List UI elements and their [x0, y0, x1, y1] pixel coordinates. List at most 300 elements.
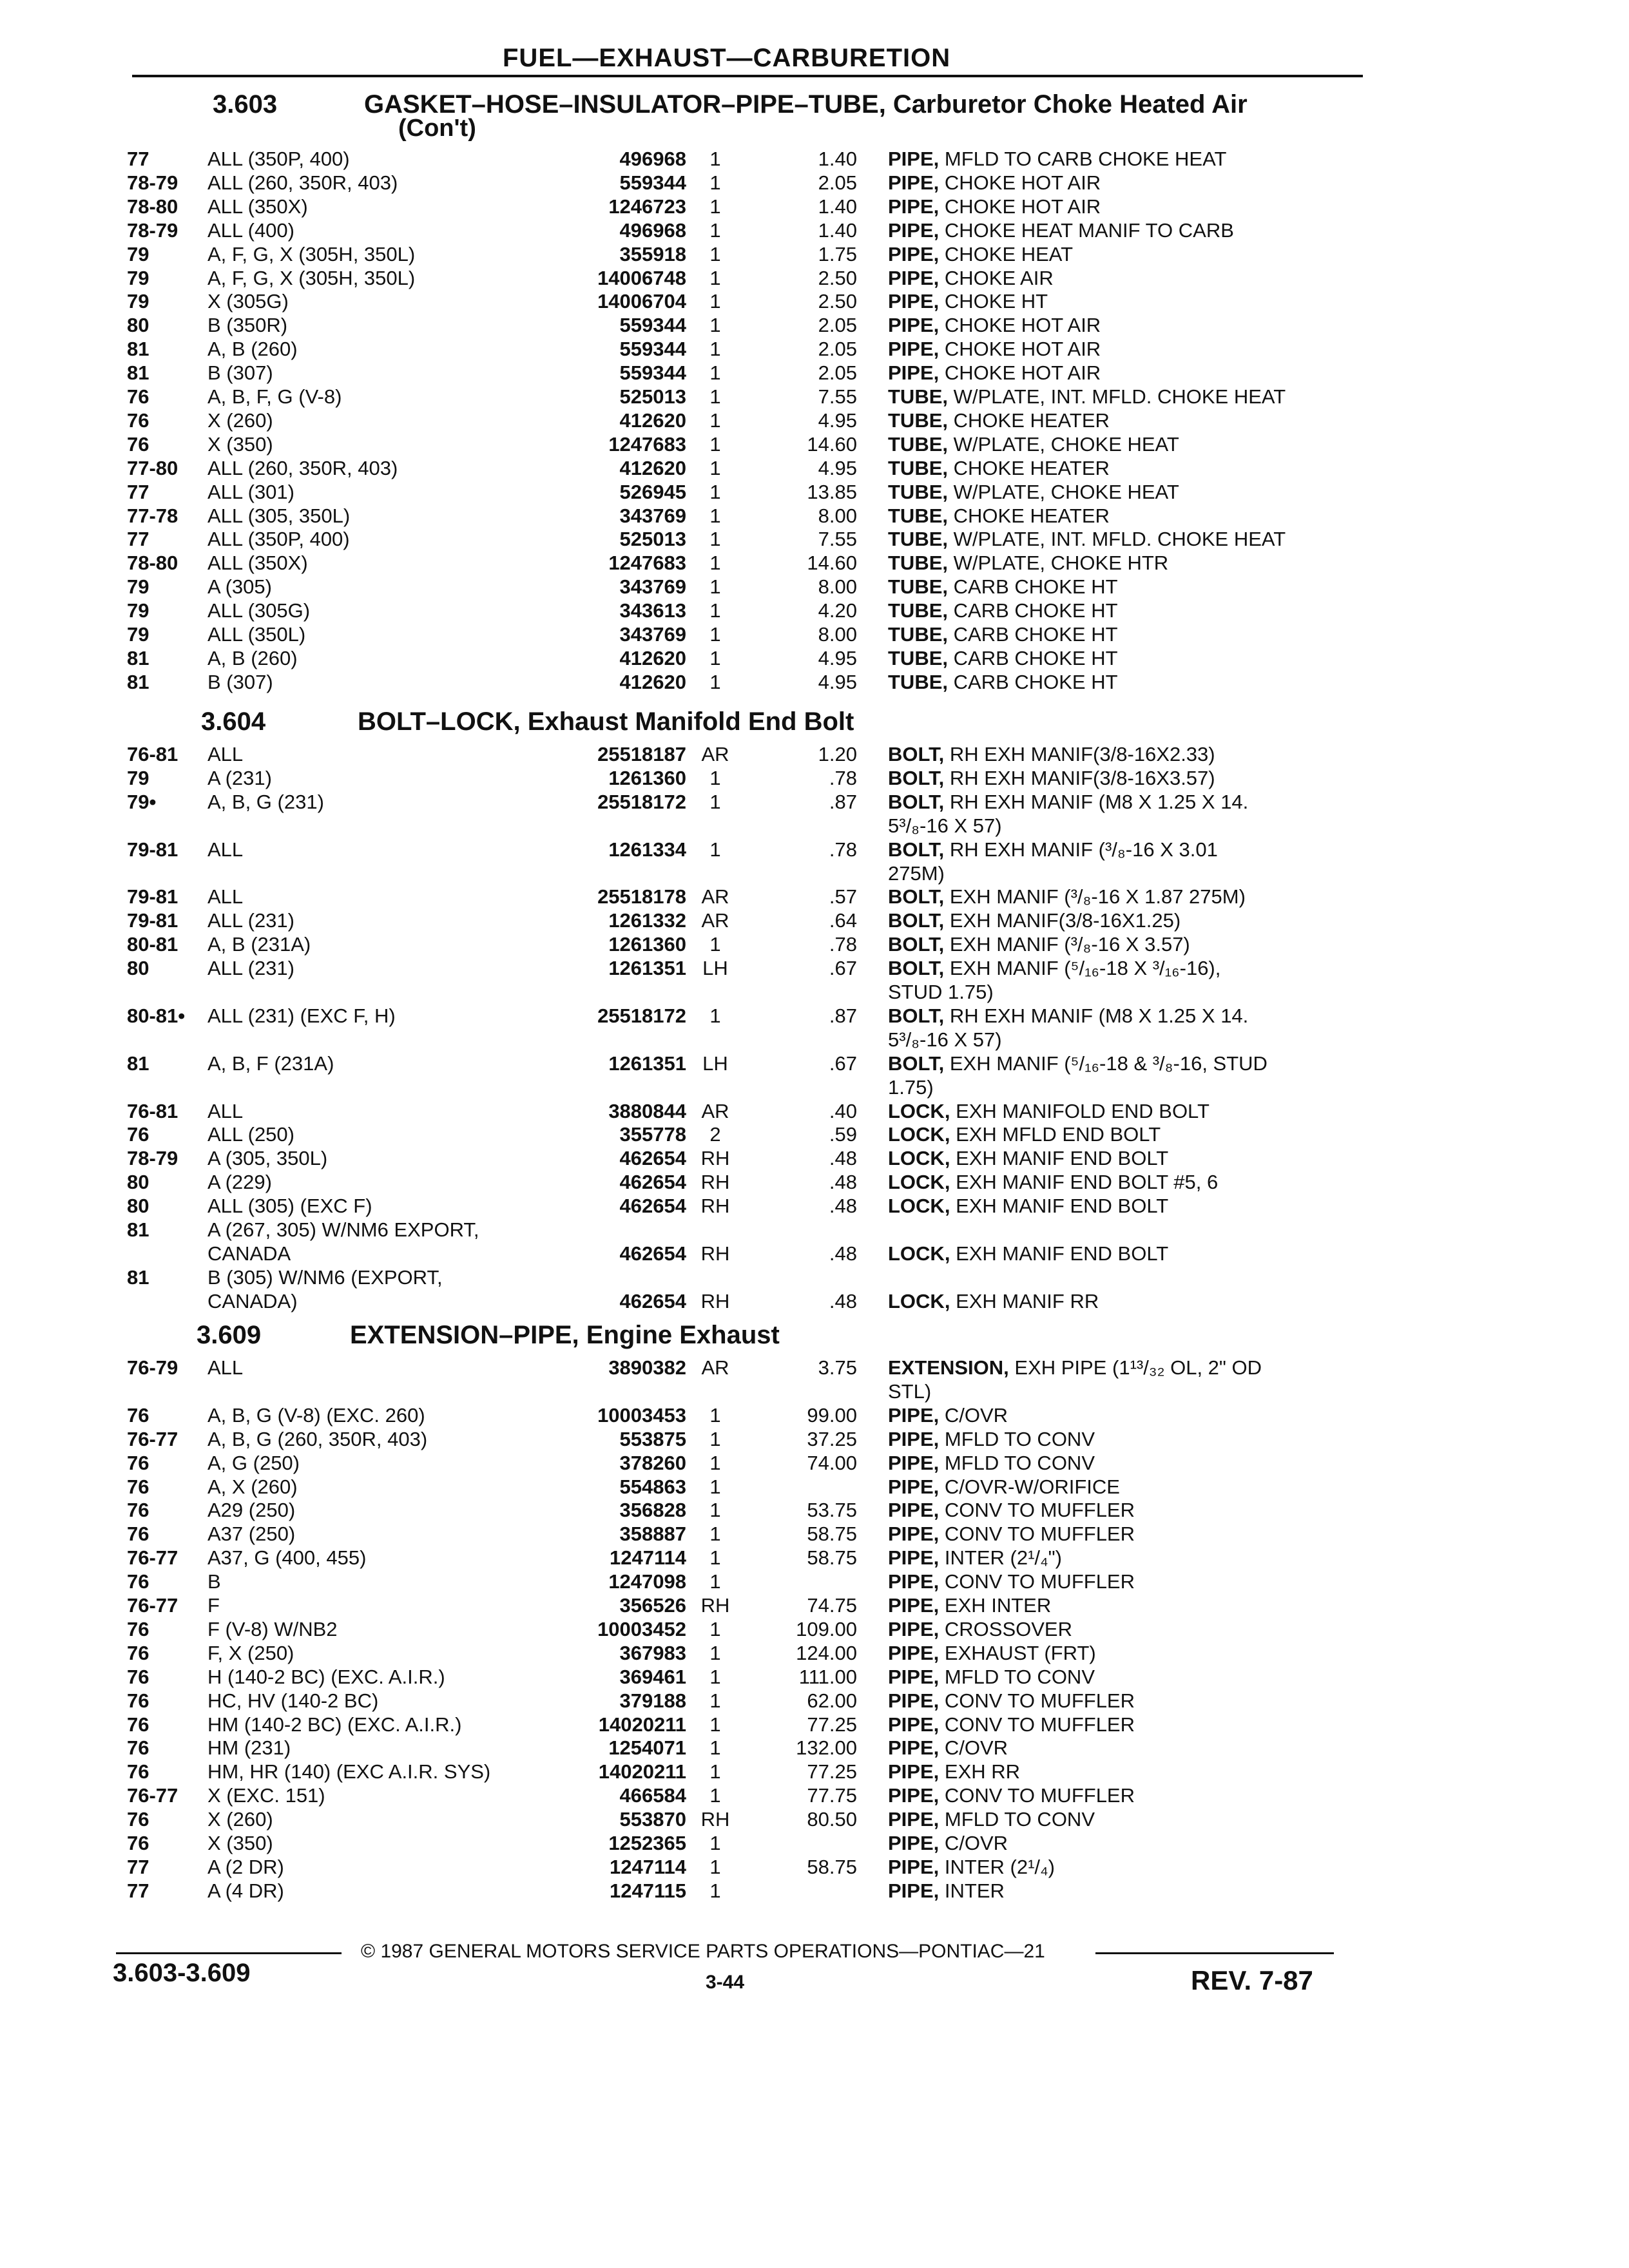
- description-cell: [888, 908, 1365, 932]
- part-number-cell: 1247683: [608, 552, 686, 575]
- part-number-cell: 466584: [619, 1784, 686, 1807]
- price-cell: 99.00: [807, 1403, 857, 1427]
- description-text: CONV TO MUFFLER: [944, 1689, 1135, 1712]
- model-cell: A37, G (400, 455): [207, 1546, 367, 1570]
- footer-section-range: 3.603-3.609: [113, 1959, 251, 1987]
- description-cell: [888, 1617, 1365, 1641]
- price-cell: .48: [829, 1242, 857, 1265]
- section-number: 3.604: [201, 707, 266, 736]
- quantity-cell: 1: [709, 314, 721, 337]
- description-keyword: PIPE,: [888, 1499, 940, 1522]
- description-cell: [888, 266, 1365, 290]
- description-keyword: BOLT,: [888, 933, 945, 956]
- description-text: CHOKE HEATER: [953, 408, 1110, 432]
- quantity-cell: 1: [709, 670, 721, 693]
- price-cell: 4.95: [818, 456, 857, 479]
- model-cell: X (EXC. 151): [207, 1784, 325, 1807]
- part-number-cell: 25518187: [597, 743, 686, 765]
- part-row: [0, 1451, 1629, 1475]
- description-text: MFLD TO CARB CHOKE HEAT: [944, 148, 1227, 170]
- price-cell: 1.40: [818, 148, 857, 170]
- part-number-cell: 526945: [619, 480, 686, 503]
- part-row: [0, 289, 1629, 313]
- part-row: [0, 1028, 1629, 1052]
- quantity-cell: AR: [701, 885, 729, 908]
- description-text: C/OVR: [944, 1832, 1008, 1854]
- quantity-cell: 1: [709, 432, 721, 456]
- description-text: 5³/₈-16 X 57): [888, 1028, 1002, 1051]
- part-number-cell: 462654: [619, 1289, 686, 1312]
- part-number-cell: 1247114: [610, 1546, 686, 1570]
- quantity-cell: 1: [709, 361, 721, 385]
- part-number-cell: 358887: [619, 1523, 686, 1546]
- description-text: RH EXH MANIF(3/8-16X2.33): [949, 743, 1215, 765]
- model-cell: ALL: [207, 1356, 244, 1379]
- description-text: CHOKE HOT AIR: [944, 314, 1101, 337]
- description-keyword: TUBE,: [888, 528, 948, 551]
- quantity-cell: 1: [709, 1475, 721, 1498]
- part-number-cell: 25518178: [597, 885, 686, 908]
- model-cell: ALL (350L): [207, 623, 306, 646]
- part-row: [0, 266, 1629, 290]
- description-keyword: PIPE,: [888, 290, 940, 313]
- description-cell: [888, 1075, 1365, 1099]
- description-keyword: PIPE,: [888, 1427, 940, 1450]
- part-row: [0, 814, 1629, 838]
- price-cell: 13.85: [807, 480, 857, 503]
- description-text: EXH MANIF (³/₈-16 X 3.57): [949, 933, 1190, 956]
- description-text: MFLD TO CONV: [944, 1665, 1095, 1688]
- description-cell: [888, 1356, 1365, 1379]
- year-cell: 79•: [127, 790, 157, 813]
- description-keyword: PIPE,: [888, 1832, 940, 1854]
- year-cell: 76: [127, 1475, 149, 1498]
- description-text: CHOKE HEATER: [953, 504, 1110, 527]
- description-text: W/PLATE, INT. MFLD. CHOKE HEAT: [953, 385, 1286, 408]
- part-number-cell: 25518172: [597, 1004, 686, 1027]
- part-number-cell: 367983: [619, 1641, 686, 1664]
- part-row: [0, 885, 1629, 908]
- description-text: EXH INTER: [944, 1594, 1052, 1617]
- section-subtitle: (Con't): [398, 115, 476, 142]
- description-keyword: LOCK,: [888, 1171, 950, 1194]
- model-cell: ALL (350X): [207, 195, 308, 218]
- part-number-cell: 525013: [619, 385, 686, 408]
- model-cell: A, F, G, X (305H, 350L): [207, 242, 416, 265]
- year-cell: 79: [127, 575, 149, 599]
- price-cell: 2.50: [818, 290, 857, 313]
- price-cell: 77.25: [807, 1760, 857, 1783]
- description-text: CHOKE HOT AIR: [944, 338, 1101, 361]
- description-text: EXH MANIF END BOLT: [956, 1195, 1169, 1218]
- model-cell: ALL: [207, 885, 244, 908]
- description-keyword: BOLT,: [888, 885, 945, 908]
- quantity-cell: RH: [700, 1195, 730, 1218]
- section-number: 3.609: [197, 1321, 262, 1349]
- part-number-cell: 496968: [619, 218, 686, 242]
- quantity-cell: 1: [709, 1451, 721, 1474]
- description-keyword: TUBE,: [888, 623, 948, 646]
- part-number-cell: 14006748: [597, 266, 686, 289]
- description-cell: [888, 980, 1365, 1004]
- description-text: W/PLATE, CHOKE HTR: [953, 552, 1169, 575]
- price-cell: 14.60: [807, 552, 857, 575]
- year-cell: 79: [127, 599, 149, 622]
- price-cell: 58.75: [807, 1855, 857, 1878]
- description-keyword: TUBE,: [888, 599, 948, 622]
- quantity-cell: 1: [709, 1641, 721, 1664]
- part-row: [0, 385, 1629, 408]
- model-cell: A, B, G (231): [207, 790, 324, 813]
- part-number-cell: 343769: [619, 575, 686, 599]
- description-cell: [888, 1760, 1365, 1783]
- description-cell: [888, 1736, 1365, 1760]
- description-keyword: PIPE,: [888, 148, 940, 170]
- description-cell: [888, 1522, 1365, 1546]
- year-cell: 76: [127, 1760, 149, 1783]
- footer-revision: REV. 7-87: [1191, 1965, 1313, 1995]
- description-text: CARB CHOKE HT: [953, 670, 1118, 693]
- part-number-cell: 14006704: [597, 290, 686, 313]
- quantity-cell: 1: [709, 1617, 721, 1640]
- part-number-cell: 3880844: [608, 1099, 686, 1122]
- description-cell: [888, 838, 1365, 861]
- model-cell: A, X (260): [207, 1475, 298, 1498]
- part-number-cell: 343769: [619, 623, 686, 646]
- quantity-cell: 1: [709, 552, 721, 575]
- model-cell: CANADA): [207, 1289, 298, 1312]
- description-cell: [888, 932, 1365, 956]
- quantity-cell: 1: [709, 1427, 721, 1450]
- description-text: CARB CHOKE HT: [953, 623, 1118, 646]
- description-cell: [888, 1546, 1365, 1570]
- quantity-cell: 1: [709, 1760, 721, 1783]
- description-text: INTER (2¹/₄"): [944, 1546, 1062, 1570]
- quantity-cell: 1: [709, 480, 721, 503]
- model-cell: ALL: [207, 743, 244, 765]
- quantity-cell: 1: [709, 1736, 721, 1760]
- description-text: EXH MANIFOLD END BOLT: [956, 1099, 1210, 1122]
- part-row: [0, 622, 1629, 646]
- price-cell: 4.95: [818, 670, 857, 693]
- price-cell: 77.25: [807, 1713, 857, 1736]
- price-cell: .48: [829, 1147, 857, 1170]
- price-cell: 2.05: [818, 338, 857, 361]
- price-cell: 2.05: [818, 361, 857, 385]
- part-row: [0, 432, 1629, 456]
- part-number-cell: 1261332: [608, 909, 686, 932]
- year-cell: 76-77: [127, 1784, 178, 1807]
- part-number-cell: 1252365: [608, 1832, 686, 1854]
- quantity-cell: 1: [709, 528, 721, 551]
- description-keyword: TUBE,: [888, 408, 948, 432]
- part-row: [0, 1546, 1629, 1570]
- section-heading: [201, 707, 265, 736]
- quantity-cell: 1: [709, 1832, 721, 1854]
- description-text: MFLD TO CONV: [944, 1451, 1095, 1474]
- quantity-cell: RH: [700, 1808, 730, 1831]
- model-cell: A, B, G (V-8) (EXC. 260): [207, 1403, 425, 1427]
- part-number-cell: 412620: [619, 456, 686, 479]
- description-cell: [888, 1242, 1365, 1265]
- part-row: [0, 908, 1629, 932]
- description-text: CHOKE HEAT MANIF TO CARB: [944, 218, 1234, 242]
- description-keyword: PIPE,: [888, 218, 940, 242]
- part-number-cell: 554863: [619, 1475, 686, 1498]
- description-cell: [888, 289, 1365, 313]
- quantity-cell: 1: [709, 838, 721, 861]
- part-row: [0, 838, 1629, 861]
- model-cell: A, B, F, G (V-8): [207, 385, 342, 408]
- part-row: [0, 1617, 1629, 1641]
- year-cell: 81: [127, 1265, 149, 1289]
- price-cell: .67: [829, 1052, 857, 1075]
- part-row: [0, 1807, 1629, 1831]
- quantity-cell: 1: [709, 575, 721, 599]
- price-cell: 8.00: [818, 575, 857, 599]
- price-cell: 1.40: [818, 195, 857, 218]
- price-cell: .87: [829, 790, 857, 813]
- quantity-cell: RH: [700, 1242, 730, 1265]
- quantity-cell: 1: [709, 385, 721, 408]
- description-keyword: BOLT,: [888, 766, 945, 789]
- description-keyword: BOLT,: [888, 838, 945, 861]
- part-number-cell: 378260: [619, 1451, 686, 1474]
- part-row: [0, 1146, 1629, 1170]
- description-text: CARB CHOKE HT: [953, 646, 1118, 669]
- part-row: [0, 361, 1629, 385]
- description-keyword: PIPE,: [888, 361, 940, 385]
- description-text: CHOKE HEAT: [944, 242, 1074, 265]
- description-keyword: PIPE,: [888, 1736, 940, 1760]
- year-cell: 76-81: [127, 1099, 178, 1122]
- part-number-cell: 1261351: [608, 1052, 686, 1075]
- part-row: [0, 456, 1629, 480]
- quantity-cell: 1: [709, 266, 721, 289]
- part-row: [0, 1170, 1629, 1194]
- year-cell: 77-80: [127, 456, 178, 479]
- year-cell: 81: [127, 1052, 149, 1075]
- description-cell: [888, 766, 1365, 790]
- quantity-cell: AR: [701, 909, 729, 932]
- description-cell: [888, 1593, 1365, 1617]
- part-row: [0, 1831, 1629, 1855]
- description-keyword: PIPE,: [888, 1523, 940, 1546]
- model-cell: A, G (250): [207, 1451, 300, 1474]
- description-keyword: BOLT,: [888, 1004, 945, 1027]
- part-row: [0, 313, 1629, 337]
- description-keyword: PIPE,: [888, 171, 940, 194]
- part-row: [0, 242, 1629, 266]
- part-row: [0, 575, 1629, 599]
- description-cell: [888, 1403, 1365, 1427]
- description-cell: [888, 742, 1365, 766]
- year-cell: 78-79: [127, 218, 178, 242]
- part-number-cell: 412620: [619, 670, 686, 693]
- description-cell: [888, 814, 1365, 838]
- model-cell: HM (231): [207, 1736, 291, 1760]
- part-number-cell: 355918: [619, 242, 686, 265]
- quantity-cell: 1: [709, 195, 721, 218]
- quantity-cell: 1: [709, 790, 721, 813]
- part-row: [0, 980, 1629, 1004]
- description-cell: [888, 313, 1365, 337]
- quantity-cell: RH: [700, 1171, 730, 1194]
- model-cell: A, B (260): [207, 338, 298, 361]
- part-number-cell: 3890382: [608, 1356, 686, 1379]
- price-cell: .67: [829, 957, 857, 980]
- description-keyword: TUBE,: [888, 504, 948, 527]
- section-title: EXTENSION–PIPE, Engine Exhaust: [350, 1321, 780, 1349]
- model-cell: ALL (350P, 400): [207, 148, 350, 170]
- quantity-cell: 1: [709, 1784, 721, 1807]
- year-cell: 80-81: [127, 933, 178, 956]
- description-cell: [888, 1498, 1365, 1522]
- part-row: [0, 1289, 1629, 1313]
- part-row: [0, 408, 1629, 432]
- year-cell: 76: [127, 1123, 149, 1146]
- part-number-cell: 553870: [619, 1808, 686, 1831]
- part-number-cell: 14020211: [598, 1713, 686, 1736]
- description-cell: [888, 1713, 1365, 1736]
- part-row: [0, 1641, 1629, 1665]
- description-cell: [888, 171, 1365, 195]
- quantity-cell: LH: [702, 957, 728, 980]
- model-cell: A, B (231A): [207, 933, 311, 956]
- description-keyword: PIPE,: [888, 1617, 940, 1640]
- model-cell: HC, HV (140-2 BC): [207, 1689, 379, 1712]
- description-cell: [888, 551, 1365, 575]
- part-number-cell: 462654: [619, 1147, 686, 1170]
- quantity-cell: 1: [709, 646, 721, 669]
- description-keyword: PIPE,: [888, 1403, 940, 1427]
- year-cell: 80: [127, 314, 149, 337]
- model-cell: ALL (400): [207, 218, 294, 242]
- part-row: [0, 195, 1629, 218]
- quantity-cell: AR: [701, 743, 729, 765]
- section-title: BOLT–LOCK, Exhaust Manifold End Bolt: [358, 707, 854, 736]
- section-heading: [213, 90, 277, 119]
- part-number-cell: 559344: [619, 314, 686, 337]
- year-cell: 77: [127, 528, 149, 551]
- part-row: [0, 1498, 1629, 1522]
- year-cell: 76: [127, 1808, 149, 1831]
- year-cell: 76: [127, 408, 149, 432]
- description-text: CONV TO MUFFLER: [944, 1499, 1135, 1522]
- description-text: W/PLATE, CHOKE HEAT: [953, 480, 1179, 503]
- footer-page-number: 3-44: [706, 1972, 745, 1993]
- part-number-cell: 10003452: [597, 1617, 686, 1640]
- year-cell: 77: [127, 148, 149, 170]
- part-row: [0, 147, 1629, 171]
- description-text: MFLD TO CONV: [944, 1808, 1095, 1831]
- model-cell: A37 (250): [207, 1523, 296, 1546]
- description-keyword: TUBE,: [888, 552, 948, 575]
- description-keyword: PIPE,: [888, 266, 940, 289]
- description-keyword: TUBE,: [888, 432, 948, 456]
- description-cell: [888, 504, 1365, 528]
- model-cell: A, B (260): [207, 646, 298, 669]
- part-number-cell: 412620: [619, 408, 686, 432]
- description-text: 1.75): [888, 1075, 934, 1099]
- year-cell: 79-81: [127, 909, 178, 932]
- price-cell: 1.75: [818, 242, 857, 265]
- description-cell: [888, 670, 1365, 694]
- description-keyword: LOCK,: [888, 1147, 950, 1170]
- part-row: [0, 599, 1629, 622]
- quantity-cell: 1: [709, 1855, 721, 1878]
- part-row: [0, 1265, 1629, 1289]
- year-cell: 81: [127, 1218, 149, 1241]
- quantity-cell: 1: [709, 504, 721, 527]
- model-cell: A29 (250): [207, 1499, 296, 1522]
- year-cell: 79: [127, 266, 149, 289]
- part-number-cell: 343613: [619, 599, 686, 622]
- part-row: [0, 1760, 1629, 1783]
- quantity-cell: 1: [709, 1879, 721, 1902]
- year-cell: 79: [127, 766, 149, 789]
- quantity-cell: 1: [709, 148, 721, 170]
- description-cell: [888, 861, 1365, 885]
- description-cell: [888, 1665, 1365, 1689]
- description-cell: [888, 1879, 1365, 1903]
- part-row: [0, 1218, 1629, 1242]
- part-row: [0, 337, 1629, 361]
- description-keyword: BOLT,: [888, 743, 945, 765]
- description-text: CARB CHOKE HT: [953, 575, 1118, 599]
- part-number-cell: 1247683: [608, 432, 686, 456]
- description-keyword: PIPE,: [888, 1546, 940, 1570]
- price-cell: .48: [829, 1171, 857, 1194]
- part-number-cell: 25518172: [597, 790, 686, 813]
- year-cell: 76-81: [127, 743, 178, 765]
- year-cell: 79: [127, 623, 149, 646]
- part-row: [0, 1099, 1629, 1123]
- description-text: C/OVR: [944, 1403, 1008, 1427]
- quantity-cell: 1: [709, 218, 721, 242]
- part-number-cell: 1261360: [608, 933, 686, 956]
- year-cell: 79-81: [127, 885, 178, 908]
- description-cell: [888, 337, 1365, 361]
- model-cell: A, F, G, X (305H, 350L): [207, 266, 416, 289]
- part-row: [0, 504, 1629, 528]
- part-row: [0, 1783, 1629, 1807]
- description-cell: [888, 1289, 1365, 1313]
- part-row: [0, 932, 1629, 956]
- quantity-cell: 1: [709, 766, 721, 789]
- part-row: [0, 1593, 1629, 1617]
- model-cell: ALL (231): [207, 957, 294, 980]
- description-cell: [888, 599, 1365, 622]
- description-cell: [888, 575, 1365, 599]
- description-keyword: LOCK,: [888, 1289, 950, 1312]
- price-cell: 7.55: [818, 385, 857, 408]
- quantity-cell: 1: [709, 338, 721, 361]
- part-row: [0, 766, 1629, 790]
- part-number-cell: 496968: [619, 148, 686, 170]
- model-cell: CANADA: [207, 1242, 291, 1265]
- year-cell: 76: [127, 1689, 149, 1712]
- part-number-cell: 559344: [619, 361, 686, 385]
- model-cell: X (260): [207, 1808, 273, 1831]
- description-text: CHOKE HEATER: [953, 456, 1110, 479]
- model-cell: ALL (260, 350R, 403): [207, 456, 398, 479]
- footer-copyright: © 1987 GENERAL MOTORS SERVICE PARTS OPERATIONS—PONTIAC—21: [361, 1941, 1045, 1962]
- quantity-cell: 1: [709, 1713, 721, 1736]
- part-number-cell: 355778: [619, 1123, 686, 1146]
- description-text: CHOKE AIR: [944, 266, 1054, 289]
- quantity-cell: 1: [709, 623, 721, 646]
